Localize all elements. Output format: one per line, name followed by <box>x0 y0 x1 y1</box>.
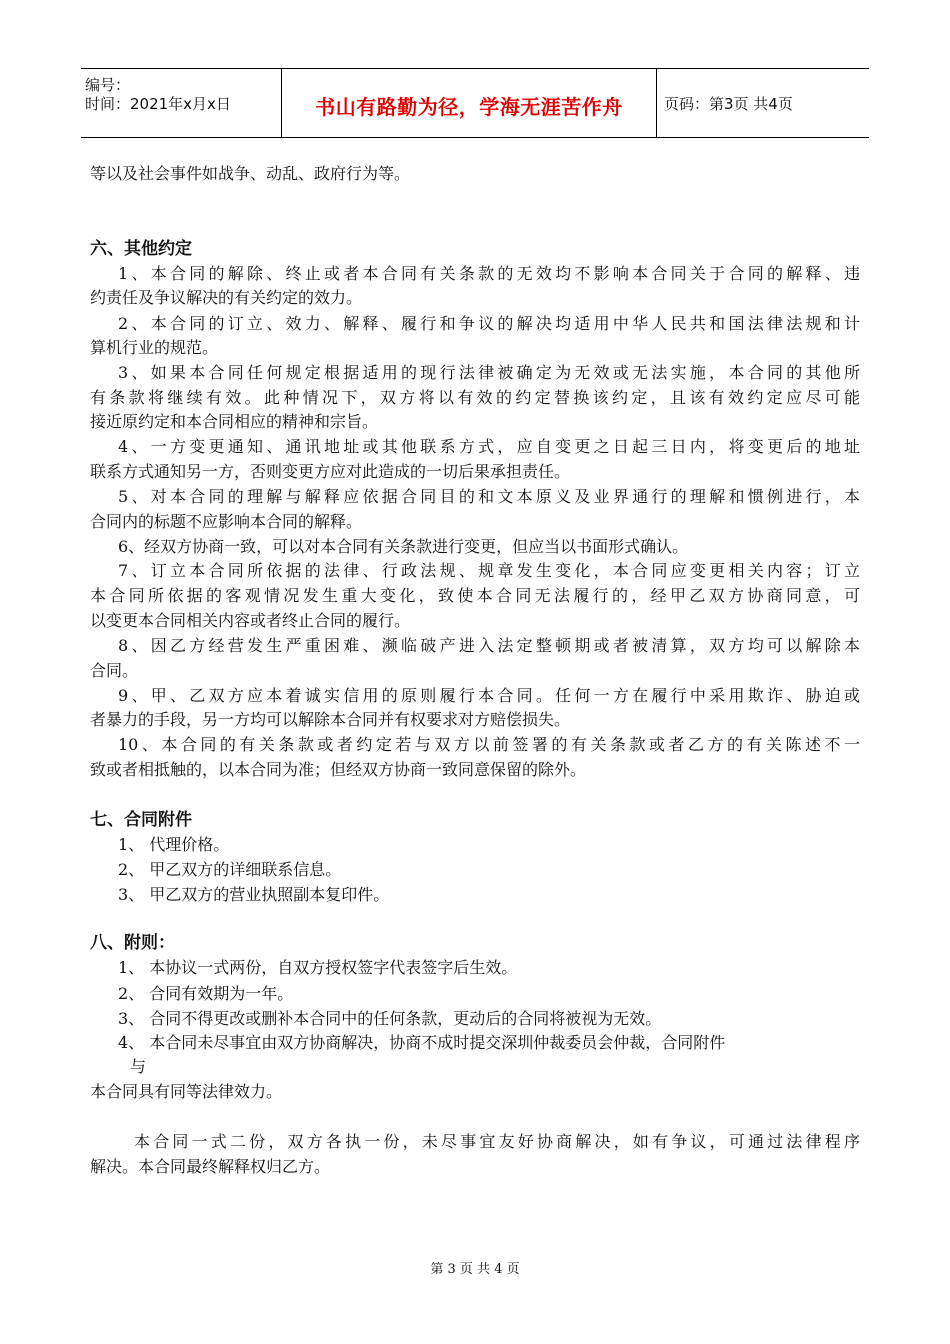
closing-paragraph-line: 本合同一式二份，双方各执一份，未尽事宜友好协商解决，如有争议，可通过法律程序 <box>134 1132 860 1151</box>
clause-6-10-line: 10、本合同的有关条款或者约定若与双方以前签署的有关条款或者乙方的有关陈述不一 <box>118 735 860 754</box>
paragraph-line: 等以及社会事件如战争、动乱、政府行为等。 <box>90 164 411 183</box>
clause-6-3-line: 3、如果本合同任何规定根据适用的现行法律被确定为无效或无法实施，本合同的其他所 <box>118 363 860 382</box>
clause-6-4-line: 联系方式通知另一方，否则变更方应对此造成的一切后果承担责任。 <box>90 462 571 481</box>
header-motto: 书山有路勤为径，学海无涯苦作舟 <box>315 95 623 119</box>
supplementary-item: 3、 合同不得更改或删补本合同中的任何条款，更动后的合同将被视为无效。 <box>118 1009 662 1028</box>
clause-6-4-line: 4、一方变更通知、通讯地址或其他联系方式，应自变更之日起三日内，将变更后的地址 <box>118 437 860 456</box>
clause-6-8-line: 合同。 <box>90 661 139 680</box>
supplementary-item: 1、 本协议一式两份，自双方授权签字代表签字后生效。 <box>118 958 518 977</box>
clause-6-3-line: 有条款将继续有效。此种情况下，双方将以有效的约定替换该约定，且该有效约定应尽可能 <box>90 388 860 407</box>
supplementary-item: 4、 本合同未尽事宜由双方协商解决，协商不成时提交深圳仲裁委员会仲裁，合同附件 <box>118 1033 726 1052</box>
document-number-label: 编号： <box>85 76 131 94</box>
clause-6-7-line: 以变更本合同相关内容或者终止合同的履行。 <box>90 611 411 630</box>
page-footer-number: 第 3 页 共 4 页 <box>430 1262 520 1277</box>
clause-6-9-line: 者暴力的手段，另一方均可以解除本合同并有权要求对方赔偿损失。 <box>90 710 571 729</box>
closing-paragraph-line: 解决。本合同最终解释权归乙方。 <box>90 1157 331 1176</box>
attachment-item: 3、 甲乙双方的营业执照副本复印件。 <box>118 885 390 904</box>
clause-6-10-line: 致或者相抵触的，以本合同为准；但经双方协商一致同意保留的除外。 <box>90 760 587 779</box>
page-header <box>81 68 869 138</box>
clause-6-5-line: 5、对本合同的理解与解释应依据合同目的和文本原义及业界通行的理解和惯例进行，本 <box>118 487 860 506</box>
clause-6-7-line: 本合同所依据的客观情况发生重大变化，致使本合同无法履行的，经甲乙双方协商同意，可 <box>90 586 860 605</box>
header-page-code: 页码：第3页 共4页 <box>664 95 793 113</box>
clause-6-6-line: 6、经双方协商一致，可以对本合同有关条款进行变更，但应当以书面形式确认。 <box>118 537 689 556</box>
supplementary-item: 2、 合同有效期为一年。 <box>118 984 294 1003</box>
clause-6-7-line: 7、订立本合同所依据的法律、行政法规、规章发生变化，本合同应变更相关内容；订立 <box>118 561 860 580</box>
section-heading-8: 八、附则： <box>90 933 175 953</box>
clause-6-1-line: 1、本合同的解除、终止或者本合同有关条款的无效均不影响本合同关于合同的解释、违 <box>118 264 860 283</box>
clause-6-2-line: 算机行业的规范。 <box>90 338 219 357</box>
header-left-cell <box>81 69 282 137</box>
section-heading-6: 六、其他约定 <box>90 239 192 259</box>
clause-6-5-line: 合同内的标题不应影响本合同的解释。 <box>90 512 363 531</box>
document-date: 时间：2021年x月x日 <box>85 95 231 113</box>
clause-6-9-line: 9、甲、乙双方应本着诚实信用的原则履行本合同。任何一方在履行中采用欺诈、胁迫或 <box>118 686 860 705</box>
clause-6-1-line: 约责任及争议解决的有关约定的效力。 <box>90 288 363 307</box>
clause-6-3-line: 接近原约定和本合同相应的精神和宗旨。 <box>90 412 379 431</box>
attachment-item: 2、 甲乙双方的详细联系信息。 <box>118 860 342 879</box>
clause-6-8-line: 8、因乙方经营发生严重困难、濒临破产进入法定整顿期或者被清算，双方均可以解除本 <box>118 636 860 655</box>
section-heading-7: 七、合同附件 <box>90 810 192 830</box>
header-motto-cell <box>282 69 657 137</box>
supplementary-item: 与 <box>130 1057 147 1076</box>
header-right-cell <box>657 69 869 137</box>
attachment-item: 1、 代理价格。 <box>118 835 230 854</box>
supplementary-item: 本合同具有同等法律效力。 <box>90 1082 283 1101</box>
clause-6-2-line: 2、本合同的订立、效力、解释、履行和争议的解决均适用中华人民共和国法律法规和计 <box>118 314 860 333</box>
